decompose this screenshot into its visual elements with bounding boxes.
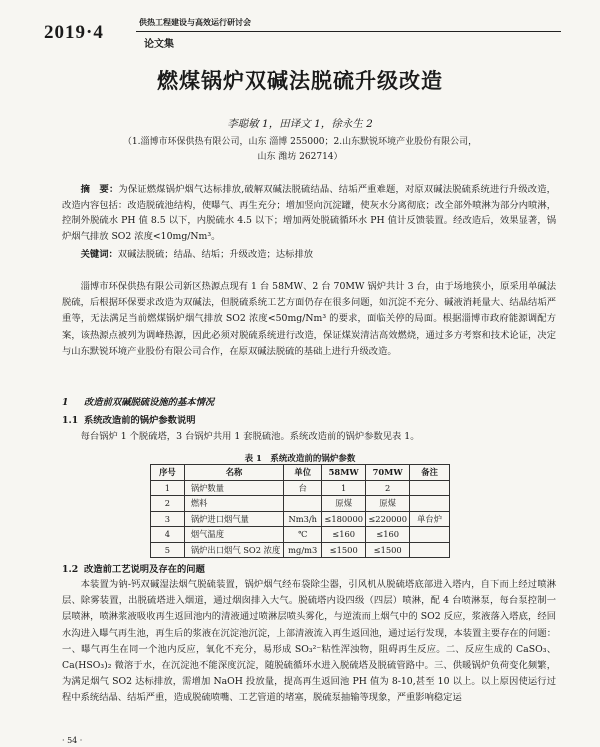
table-cell: ≤1500: [322, 542, 366, 558]
table-cell: [410, 527, 450, 543]
keywords-text: 双碱法脱硫；结晶、结垢；升级改造；达标排放: [117, 249, 314, 260]
section-name: 论文集: [144, 39, 174, 50]
section-1-2-heading: [62, 561, 205, 575]
boiler-parameters-table: [150, 464, 450, 558]
page-number: · 54 ·: [62, 736, 83, 745]
table-cell: 烟气温度: [184, 527, 283, 543]
keywords: [62, 247, 556, 263]
section-1-2-text: 本装置为钠-钙双碱湿法烟气脱硫装置，锅炉烟气经布袋除尘器，引风机从脱硫塔底部进入塔内，自下而上经过喷淋层、除雾装置，出脱硫塔进入烟道，通过烟囱排入大气。脱硫塔内设四级（四层）喷淋，配 4 台喷淋泵，每台泵控制一层喷淋，喷淋浆液吸收再生返回池内的清液通过喷淋层喷头雾化，与逆流而上烟气中的 SO2 反应，浆液落入塔底，经回水沟进入曝气再生池，再生后的浆液在沉淀池沉淀，上部清液流入再生返回池，通过运行发现，本装置主要存在的问题：一、曝气再生在同一个池内反应，氧化不充分，易形成 SO₃²⁻粘性浑浊物，阻碍再生反应。二、反应生成的 CaSO₃、Ca(HSO₃)₂ 微溶于水，在沉淀池不能深度沉淀，随脱硫循环水进入脱硫塔及脱硫管路中。三、供暖锅炉负荷变化频繁，为满足烟气 SO2 达标排放，需增加 NaOH 投放量，提高再生返回池 PH 值为 8-10,甚至 10 以上。以上原因使运行过程中系统结晶、结垢严重，造成脱硫喷嘴、工艺管道的堵塞，脱硫泵抽输等现象，严重影响稳定运: [62, 579, 556, 704]
header-rule: [136, 31, 561, 32]
intro-paragraph: 淄博市环保供热有限公司新区热源点现有 1 台 58MW、2 台 70MW 锅炉共计 3 台，由于场地狭小，原采用单碱法脱硫，后根据环保要求改造为双碱法，但脱硫系统工艺方面仍存在很多问题，如沉淀不充分、碱液消耗量大、结晶结垢严重等，无法满足当前燃煤锅炉烟气排放 SO2 浓度<50mg/Nm³ 的要求，面临关停的局面。根据淄博市政府能源调配方案，该热源点被列为调峰热源，因此必须对脱硫系统进行改造，保证煤炭清洁高效燃烧，通过多方考察和技术论证，决定与山东默锐环境产业股份有限公司合作，在原双碱法脱硫的基础上进行升级改造。: [62, 281, 556, 357]
affiliation-line-1: （1.淄博市环保供热有限公司，山东 淄博 255000；2.山东默锐环境产业股份有限公司，: [122, 137, 478, 147]
table-cell: ≤1500: [366, 542, 410, 558]
col-header: 名称: [184, 465, 283, 481]
table-cell: 5: [151, 542, 185, 558]
table-cell: 原煤: [322, 496, 366, 512]
abstract: [62, 182, 556, 244]
table-row: [151, 527, 450, 543]
table-cell: [410, 542, 450, 558]
table-row: [151, 511, 450, 527]
col-header: 58MW: [322, 465, 366, 481]
table-cell: 2: [366, 480, 410, 496]
table-cell: 1: [151, 480, 185, 496]
table-cell: 锅炉数量: [184, 480, 283, 496]
section-1-1-title: 系统改造前的锅炉参数说明: [84, 415, 196, 426]
table-cell: 锅炉进口烟气量: [184, 511, 283, 527]
table-cell: 单台炉: [410, 511, 450, 527]
section-1-heading: [62, 394, 214, 408]
journal-name: 供热工程建设与高效运行研讨会: [139, 17, 251, 27]
section-1-1-number: 1.1: [62, 415, 79, 426]
running-header: [44, 14, 564, 54]
table-row: [151, 542, 450, 558]
table-cell: 3: [151, 511, 185, 527]
table-row: [151, 496, 450, 512]
section-1-1-heading: [62, 412, 196, 426]
col-header: 单位: [284, 465, 322, 481]
table-cell: ≤180000: [322, 511, 366, 527]
table-row: [151, 480, 450, 496]
section-1-1-text: 每台锅炉 1 个脱硫塔，3 台锅炉共用 1 套脱硫池。系统改造前的锅炉参数见表 1。: [80, 431, 420, 442]
keywords-label: 关键词：: [80, 249, 118, 260]
table-cell: [410, 480, 450, 496]
col-header: 备注: [410, 465, 450, 481]
section-1-title: 改造前双碱脱硫设施的基本情况: [84, 397, 215, 408]
issue-number: 2019·4: [44, 22, 104, 43]
table-cell: ℃: [284, 527, 322, 543]
abstract-label: 摘 要：: [80, 184, 119, 195]
table-cell: 锅炉出口烟气 SO2 浓度: [184, 542, 283, 558]
table-cell: Nm3/h: [284, 511, 322, 527]
affiliation-line-2: 山东 潍坊 262714）: [257, 152, 343, 162]
col-header: 序号: [151, 465, 185, 481]
table-caption: 表 1 系统改造前的锅炉参数: [244, 454, 356, 464]
col-header: 70MW: [366, 465, 410, 481]
table-cell: mg/m3: [284, 542, 322, 558]
table-header-row: [151, 465, 450, 481]
table-cell: [410, 496, 450, 512]
table-cell: 1: [322, 480, 366, 496]
table-cell: 4: [151, 527, 185, 543]
table-cell: [284, 496, 322, 512]
section-1-number: 1: [62, 397, 69, 408]
authors: 李聪敏 1，田译文 1，徐永生 2: [227, 118, 373, 130]
table-cell: 台: [284, 480, 322, 496]
table-cell: ≤160: [366, 527, 410, 543]
table-cell: ≤160: [322, 527, 366, 543]
section-1-2-title: 改造前工艺说明及存在的问题: [84, 564, 205, 575]
paper-title: 燃煤锅炉双碱法脱硫升级改造: [157, 68, 443, 93]
table-cell: 原煤: [366, 496, 410, 512]
table-cell: ≤220000: [366, 511, 410, 527]
section-1-2-number: 1.2: [62, 564, 79, 575]
abstract-text: 为保证燃煤锅炉烟气达标排放,破解双碱法脱硫结晶、结垢严重难题，对原双碱法脱硫系统进行升级改造，改造内容包括：改造脱硫池结构，使曝气、再生充分；增加竖向沉淀罐，使灰水分离彻底；改全部外喷淋为部分内喷淋，控制外脱硫水 PH 值 8.5 以下，内脱硫水 4.5 以下；增加两处脱硫循环水 PH 值计反馈装置。经改造后，效果显著，锅炉烟气排放 SO2 浓度<10mg/Nm³。: [62, 184, 556, 242]
table-cell: 燃料: [184, 496, 283, 512]
table-cell: 2: [151, 496, 185, 512]
